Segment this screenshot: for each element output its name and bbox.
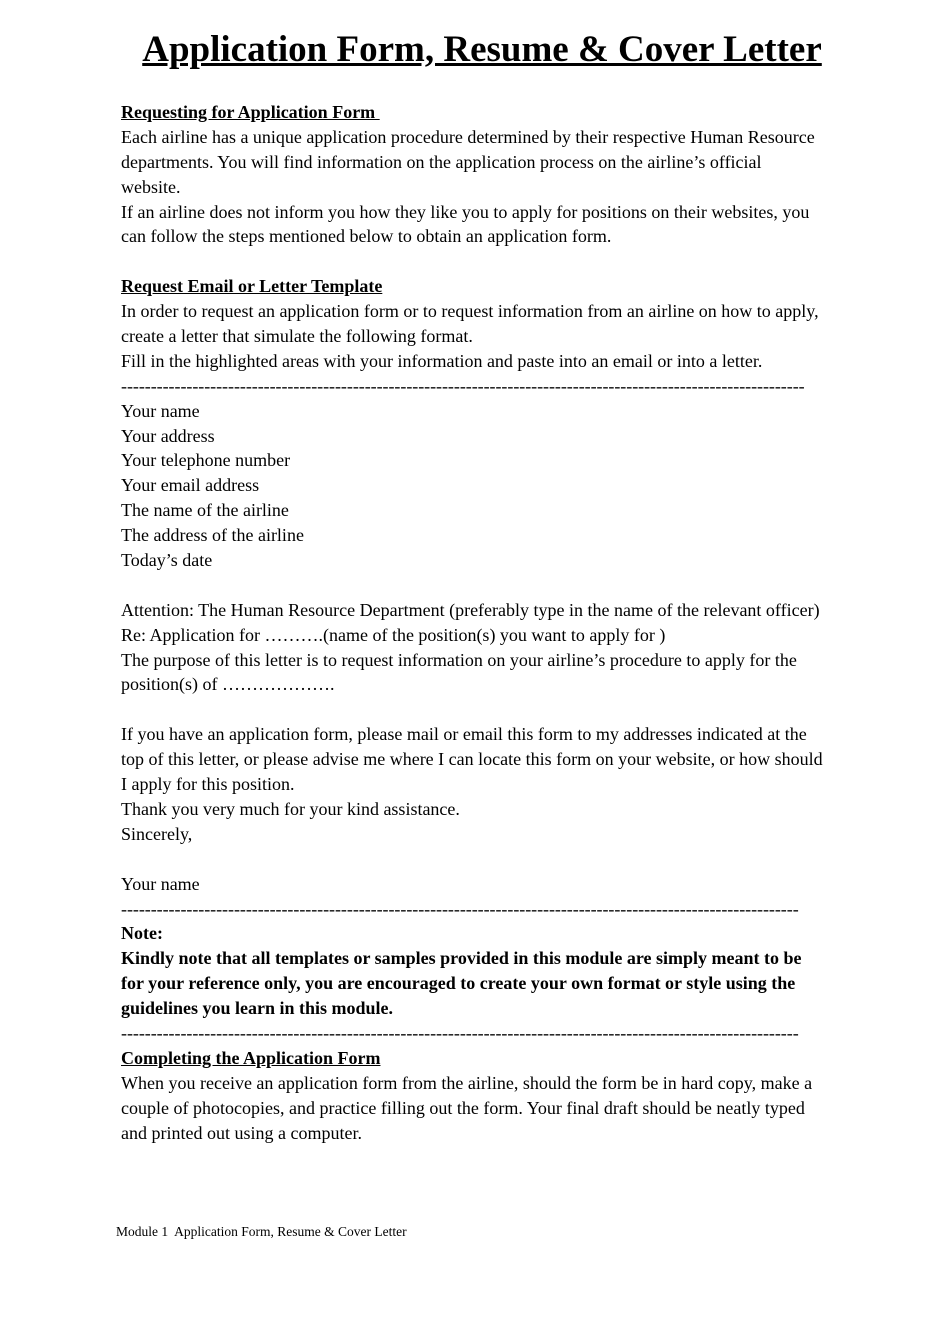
paragraph-line: create a letter that simulate the following format. xyxy=(121,326,473,347)
template-line: Your telephone number xyxy=(121,450,291,471)
divider-dashes: ------------------------------------------------------------------------------------------------------------------- xyxy=(121,375,805,396)
document-body xyxy=(121,100,881,1145)
paragraph-line: Each airline has a unique application procedure determined by their respective Human Resource xyxy=(121,126,815,147)
note-label: Note: xyxy=(121,923,163,944)
section-heading-template: Request Email or Letter Template xyxy=(121,276,383,297)
template-line: The purpose of this letter is to request information on your airline’s procedure to apply for the xyxy=(121,649,797,670)
note-line: Kindly note that all templates or samples provided in this module are simply meant to be xyxy=(121,948,802,969)
paragraph-line: departments. You will find information on the application process on the airline’s official xyxy=(121,151,762,172)
note-line: guidelines you learn in this module. xyxy=(121,998,394,1019)
document-title: Application Form, Resume & Cover Letter xyxy=(142,29,822,70)
template-line: top of this letter, or please advise me where I can locate this form on your website, or how should xyxy=(121,749,823,770)
section-heading-completing: Completing the Application Form xyxy=(121,1047,381,1068)
template-signature: Your name xyxy=(121,873,200,894)
section-heading-requesting: Requesting for Application Form xyxy=(121,102,380,122)
template-line: Sincerely, xyxy=(121,823,193,844)
paragraph-line: couple of photocopies, and practice filling out the form. Your final draft should be neatly typed xyxy=(121,1097,805,1118)
paragraph-line: website. xyxy=(121,176,181,197)
paragraph-line: When you receive an application form from the airline, should the form be in hard copy, make a xyxy=(121,1072,813,1093)
template-line: I apply for this position. xyxy=(121,774,295,795)
template-line: Your address xyxy=(121,425,215,446)
template-line: Your name xyxy=(121,400,200,421)
paragraph-line: In order to request an application form or to request information from an airline on how to apply, xyxy=(121,301,819,322)
template-line: Today’s date xyxy=(121,550,213,571)
note-line: for your reference only, you are encouraged to create your own format or style using the xyxy=(121,973,796,994)
template-line: position(s) of ………………. xyxy=(121,674,335,695)
paragraph-line: and printed out using a computer. xyxy=(121,1122,362,1143)
divider-dashes: ------------------------------------------------------------------------------------------------------------------ xyxy=(121,898,799,919)
page-footer: Module 1 Application Form, Resume & Cover Letter xyxy=(116,1224,407,1239)
paragraph-line: can follow the steps mentioned below to obtain an application form. xyxy=(121,226,612,247)
template-line: Thank you very much for your kind assistance. xyxy=(121,798,460,819)
template-line: The address of the airline xyxy=(121,525,304,546)
template-line: Re: Application for ……….(name of the position(s) you want to apply for ) xyxy=(121,624,666,645)
template-line: The name of the airline xyxy=(121,500,289,521)
paragraph-line: If an airline does not inform you how they like you to apply for positions on their websites, you xyxy=(121,201,810,222)
template-line: If you have an application form, please mail or email this form to my addresses indicated at the xyxy=(121,724,807,745)
template-line: Attention: The Human Resource Department (preferably type in the name of the relevant officer) xyxy=(121,599,820,620)
paragraph-line: Fill in the highlighted areas with your information and paste into an email or into a letter. xyxy=(121,350,763,371)
template-line: Your email address xyxy=(121,475,260,496)
divider-dashes: ------------------------------------------------------------------------------------------------------------------ xyxy=(121,1022,799,1043)
